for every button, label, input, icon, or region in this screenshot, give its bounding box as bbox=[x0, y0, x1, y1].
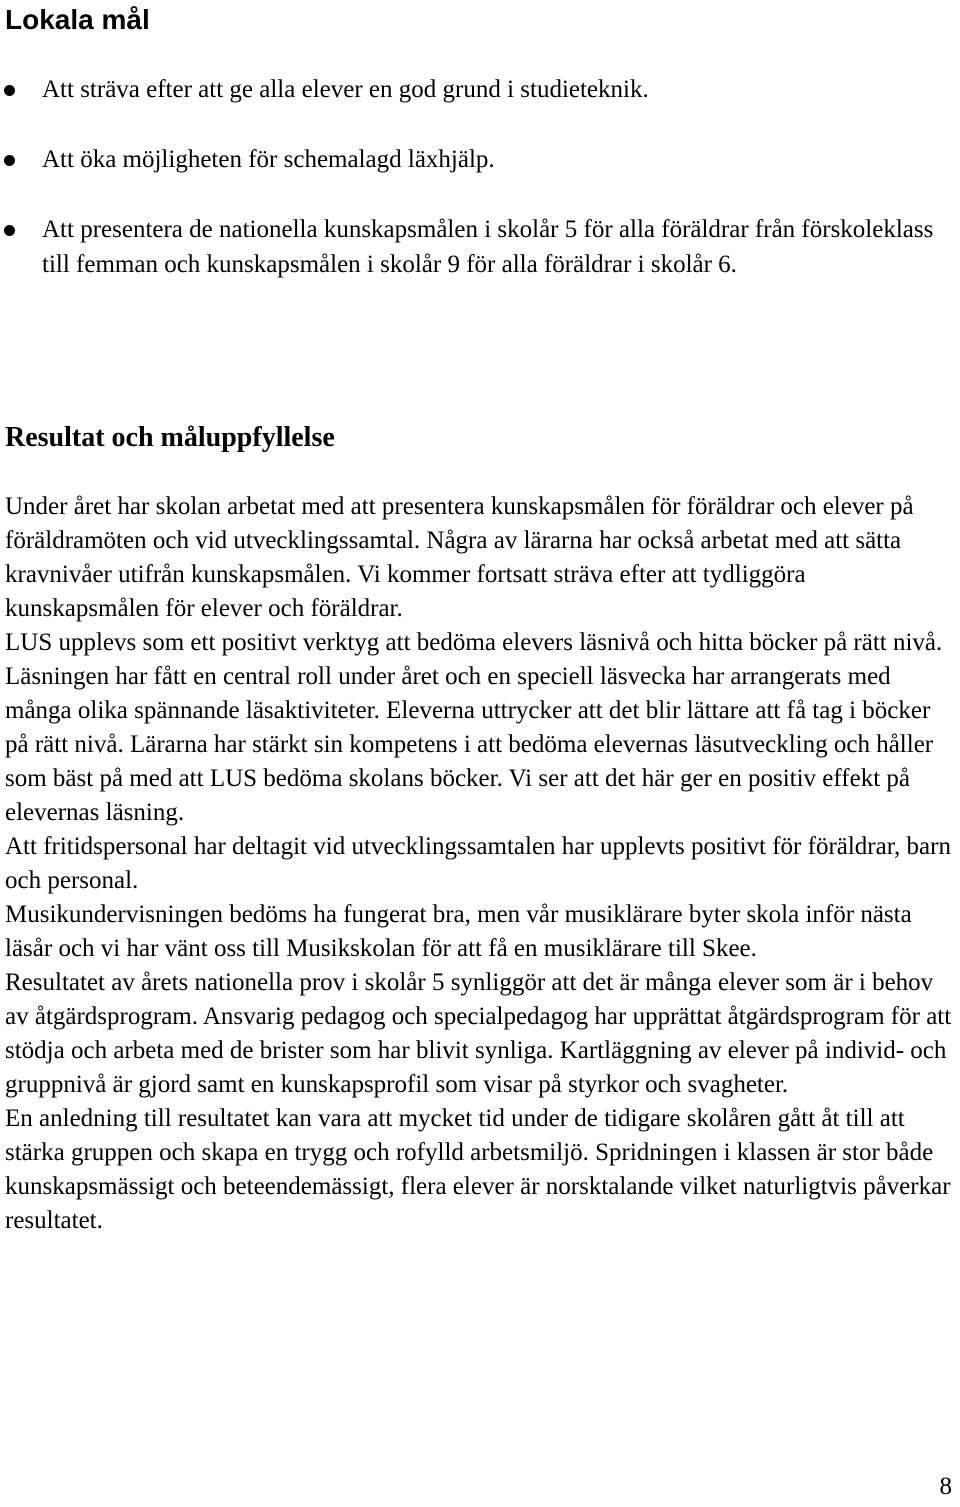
list-item bbox=[0, 212, 950, 282]
bullet-icon bbox=[4, 225, 15, 236]
goal-text: Att presentera de nationella kunskapsmålen i skolår 5 för alla föräldrar från förskoleklass till femman och kunskapsmålen i skolår 9 för alla föräldrar i skolår 6. bbox=[42, 216, 934, 278]
paragraph-kunskapsmal: Under året har skolan arbetat med att presentera kunskapsmålen för föräldrar och elever på föräldramöten och vid utvecklingssamtal. Några av lärarna har också arbetat med att sätta kravnivåer utifrån kunskapsmålen. Vi kommer fortsatt sträva efter att tydliggöra kunskapsmålen för elever och föräldrar. bbox=[5, 493, 914, 622]
goal-text: Att öka möjligheten för schemalagd läxhjälp. bbox=[42, 146, 495, 173]
paragraph-lus: LUS upplevs som ett positivt verktyg att bedöma elevers läsnivå och hitta böcker på rätt nivå. Läsningen har fått en central roll under året och en speciell läsvecka har arrangerats med många olika spännande läsaktiviteter. Eleverna uttrycker att det blir lättare att få tag i böcker på rätt nivå. Lärarna har stärkt sin kompetens i att bedöma elevernas läsutveckling och håller som bäst på med att LUS bedöma skolans böcker. Vi ser att det här ger en positiv effekt på elevernas läsning. bbox=[5, 629, 943, 826]
results-body bbox=[5, 490, 955, 1238]
list-item bbox=[0, 142, 950, 177]
goal-text: Att sträva efter att ge alla elever en god grund i studieteknik. bbox=[42, 76, 649, 103]
bullet-icon bbox=[4, 85, 15, 96]
section-heading-lokala-mal: Lokala mål bbox=[5, 4, 150, 35]
list-item bbox=[0, 72, 950, 107]
bullet-icon bbox=[4, 155, 15, 166]
paragraph-nationella-prov: Resultatet av årets nationella prov i skolår 5 synliggör att det är många elever som är i behov av åtgärdsprogram. Ansvarig pedagog och specialpedagog har upprättat åtgärdsprogram för att stödja och arbeta med de brister som har blivit synliga. Kartläggning av elever på individ- och gruppnivå är gjord samt en kunskapsprofil som visar på styrkor och svagheter. bbox=[5, 969, 952, 1098]
goals-list bbox=[0, 72, 950, 282]
paragraph-musik: Musikundervisningen bedöms ha fungerat bra, men vår musiklärare byter skola inför nästa läsår och vi har vänt oss till Musikskolan för att få en musiklärare till Skee. bbox=[5, 901, 912, 962]
paragraph-fritidspersonal: Att fritidspersonal har deltagit vid utvecklingssamtalen har upplevts positivt för föräldrar, barn och personal. bbox=[5, 833, 951, 894]
paragraph-anledning: En anledning till resultatet kan vara att mycket tid under de tidigare skolåren gått åt till att stärka gruppen och skapa en trygg och rofylld arbetsmiljö. Spridningen i klassen är stor både kunskapsmässigt och beteendemässigt, flera elever är norsktalande vilket naturligtvis påverkar resultatet. bbox=[5, 1105, 951, 1234]
section-heading-resultat: Resultat och måluppfyllelse bbox=[5, 422, 335, 453]
page-number: 8 bbox=[939, 1473, 952, 1500]
